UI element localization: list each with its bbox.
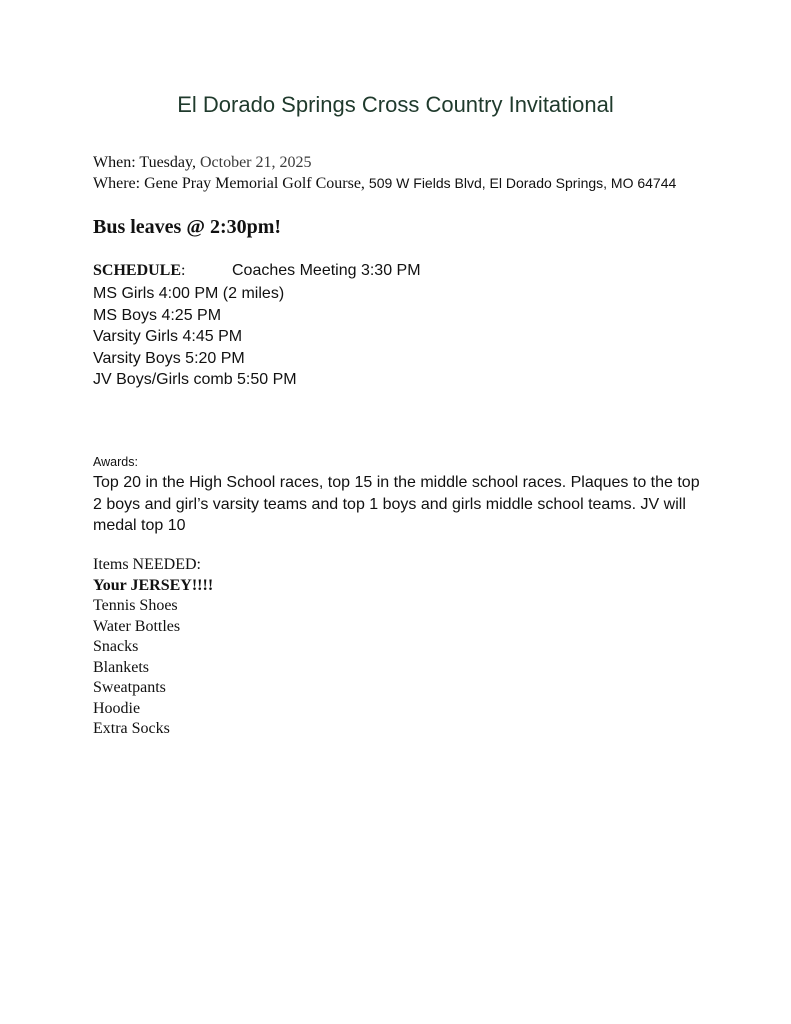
items-needed-label: Items NEEDED: (93, 556, 201, 573)
items-needed-list (93, 555, 213, 740)
schedule-heading (93, 262, 421, 280)
list-item: Blankets (93, 658, 149, 676)
list-item: Tennis Shoes (93, 597, 178, 614)
list-item: Water Bottles (93, 617, 181, 635)
schedule-list (93, 283, 297, 391)
where-label: Where: Gene Pray Memorial Golf Course, (93, 175, 365, 192)
list-item: Snacks (93, 638, 139, 655)
schedule-colon: : (181, 262, 186, 279)
schedule-item: JV Boys/Girls comb 5:50 PM (93, 371, 297, 389)
jersey-item: Your JERSEY!!!! (93, 576, 214, 594)
list-item: Sweatpants (93, 679, 166, 696)
event-date: October 21, 2025 (199, 154, 312, 171)
venue-address: 509 W Fields Blvd, El Dorado Springs, MO 64744 (368, 175, 677, 191)
bus-notice: Bus leaves @ 2:30pm! (93, 216, 282, 238)
schedule-label: SCHEDULE (93, 262, 182, 279)
schedule-item: Varsity Girls 4:45 PM (93, 328, 243, 346)
coaches-meeting: Coaches Meeting 3:30 PM (232, 262, 421, 279)
where-line (93, 175, 676, 193)
awards-text: Top 20 in the High School races, top 15 in the middle school races. Plaques to the top 2 boys and girl’s varsity teams and top 1 boys and girls middle school teams. JV will medal top 10 (93, 474, 700, 535)
schedule-item: MS Boys 4:25 PM (93, 306, 222, 324)
list-item: Hoodie (93, 699, 141, 717)
schedule-item: MS Girls 4:00 PM (2 miles) (93, 285, 285, 302)
when-label: When: Tuesday, (93, 154, 196, 171)
list-item: Extra Socks (93, 720, 170, 737)
awards-label: Awards: (93, 455, 138, 469)
schedule-item: Varsity Boys 5:20 PM (93, 349, 245, 367)
when-line (93, 154, 312, 172)
page-title: El Dorado Springs Cross Country Invitational (177, 92, 614, 117)
